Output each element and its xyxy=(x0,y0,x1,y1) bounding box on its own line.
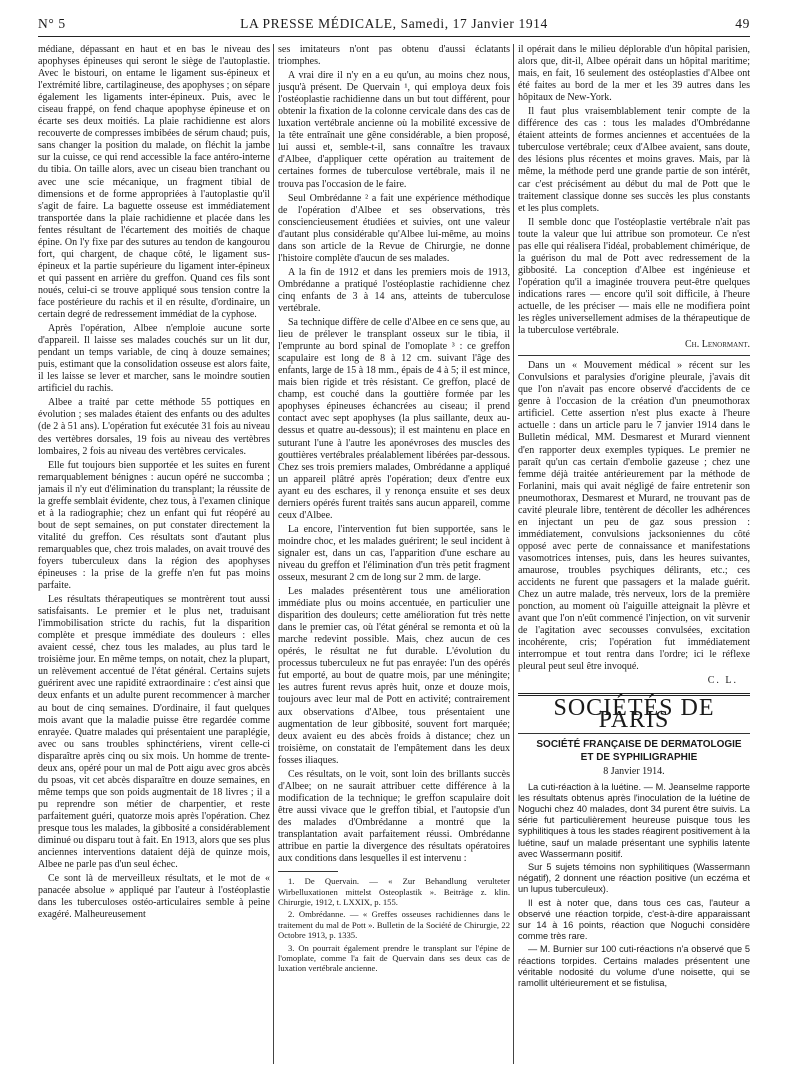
paragraph: Seul Ombrédanne ² a fait une expérience méthodique de l'opération d'Albee et ses observations, très consciencieusement étudiées et suivies, ont une valeur d'autant plus considérable qu'Albee lui-même, au moins dans son article de la Revue de Chirurgie, ne donne l'histoire complète d'aucun de ses malades. xyxy=(278,192,510,264)
column-3 xyxy=(518,44,750,1064)
paragraph: Dans un « Mouvement médical » récent sur les Convulsions et paralysies d'origine pleurale, j'avais dit que l'on n'avait pas encore observé d'accidents de ce genre à l'occasion de la création d'un pneumothorax artificiel. Cette assertion n'est plus exacte à l'heure actuelle : dans un article paru le 7 janvier 1914 dans le Bulletin médical, MM. Desmarest et Murard viennent d'en rapporter deux exemples typiques. Le premier ne paraît qu'un cas certain d'embolie gazeuse ; chez une femme déjà traitée antérieurement par la méthode de Forlanini, mais qui avait négligé de faire entretenir son pneumothorax, Desmarest et Murard, ne trouvant pas de cavité pleurale libre, tentèrent de décoller les adhérences en injectant un peu de gaz sous pression : immédiatement, convulsions jacksoniennes du côté opposé avec perte de connaissance et manifestations vasomotrices intenses, puis, dans les heures suivantes, amaurose, troubles psychiques délirants, etc.; ces accidents ne furent que passagers et la malade guérit. Chez un autre malade, très nerveux, lors de la première ponction, au moment où l'aiguille atteignait la plèvre et avant que l'on n'eût commencé l'injection, on vit survenir de l'agitation avec secousses convulsées, excitation incohérente, cris; l'opération fut immédiatement interrompue et tout rentra dans l'ordre; ici le réflexe pleural peut seul être invoqué. xyxy=(518,360,750,673)
column-2 xyxy=(278,44,510,1064)
paragraph: Les résultats thérapeutiques se montrèrent tout aussi satisfaisants. Le premier et le plus net, traduisant l'immobilisation stricte du rachis, fut la disparition complète et presque immédiate des douleurs : elles avaient cessé, chez tous les malades, au plus tard le troisième jour. En même temps, on notait, chez la plupart, un relèvement accentué de l'état général. Certains sujets guérirent avec une rapidité extraordinaire : c'est ainsi que deux enfants et un adulte purent recommencer à marcher au bout de cinq semaines. D'ordinaire, il faut quelques mois avant que la maladie puisse être regardée comme enrayée. Quatre malades qui présentaient une paraplégie, avec ou sans troubles sphinctériens, virent celle-ci disparaître après cinq ou six mois. Un homme de trente-deux ans, opéré pour un mal de Pott aigu avec gros abcès du psoas, vit cet abcès disparaître en douze semaines, en même temps que son poids augmentait de 18 livres ; il a pu reprendre son métier de charpentier, et reste parfaitement guéri, quatorze mois après l'opération. Chez presque tous les malades, la gibbosité a considérablement diminué ou disparu tout à fait. En 1913, alors que ses plus anciennes interventions dataient déjà de quinze mois, Albee ne parle pas d'un seul échec. xyxy=(38,594,270,871)
journal-title: LA PRESSE MÉDICALE, Samedi, 17 Janvier 1914 xyxy=(240,16,548,31)
column-divider xyxy=(513,44,514,1064)
header-rule xyxy=(38,36,750,37)
paragraph: médiane, dépassant en haut et en bas le niveau des apophyses épineuses qui seront le siège de l'autoplastie. Avec le bistouri, on entame le ligament sus-épineux et l'extrémité libre, cartilagineuse, des apophyses ; on sépare également les ligaments inter-épineux. Puis, avec le ciseau frappé, on fend chaque apophyse épineuse et on écarte ses deux moitiés. La plaie rachidienne est alors recouverte de compresses imbibées de sérum chaud; puis, sans changer la position du malade, on fléchit la jambe sur la cuisse, ce qui rend accessible la face antéro-interne du tibia. On taille alors, avec un ciseau bien tranchant ou avec une scie mécanique, un fragment tibial de dimensions et de forme appropriées à l'autoplastie qu'il s'agit de faire. La baguette osseuse est immédiatement transportée dans la plaie rachidienne et placée dans les fentes résultant de l'écartement des moitiés de chaque épine. On l'y fixe par des sutures au tendon de kangourou fort, qui chargent, de chaque côté, le ligament sus-épineux et la partie supérieure du ligament inter-épineux et qui passent en arrière du greffon. Quand ces fils sont noués, celui-ci se trouve appliqué sous tension contre la face postérieure du rachis et il en résulte, d'ordinaire, un certain degré de redressement immédiat de la cyphose. xyxy=(38,44,270,321)
session-date: 8 Janvier 1914. xyxy=(603,765,665,777)
footnote: 1. De Quervain. — « Zur Behandlung verulteter Wirbelluxationen mittelst Osteoplastik ». Beiträge z. klin. Chirurgie, 1912, t. LXXIX, p. 155. xyxy=(278,876,510,907)
paragraph: Il faut plus vraisemblablement tenir compte de la différence des cas : tous les malades d'Ombrédanne étaient atteints de formes anciennes et accentuées de la tuberculose vertébrale; ceux d'Albee avaient, sans doute, des lésions plus récentes et moins graves. Mais, par là même, la méthode perd une grande partie de son intérêt, car c'est précisément au début du mal de Pott que le traitement classique donne ses succès les plus constants et les plus complets. xyxy=(518,106,750,214)
issue-number: N° 5 xyxy=(38,16,66,31)
society-name: SOCIÉTÉ FRANÇAISE DE DERMATOLOGIE xyxy=(536,738,742,750)
paragraph: il opérait dans le milieu déplorable d'un hôpital parisien, alors que, dit-il, Albee opérait dans un hôpital maritime; mais, en fait, 16 seulement des ostéoplasties d'Albee ont été faites au bord de la mer et les 39 autres dans les hôpitaux de New-York. xyxy=(518,44,750,104)
footnote: 3. On pourrait également prendre le transplant sur l'épine de l'omoplate, comme l'a fait de Quervain dans ses deux cas de luxation vertébrale ancienne. xyxy=(278,942,510,974)
page-number: 49 xyxy=(735,16,750,31)
paragraph: A la fin de 1912 et dans les premiers mois de 1913, Ombrédanne a pratiqué l'ostéoplastie rachidienne chez cinq enfants de 3 à 14 ans, atteints de tuberculose vertébrale. xyxy=(278,266,510,314)
paragraph: La encore, l'intervention fut bien supportée, sans le moindre choc, et les malades guérirent; le seul incident à signaler est, dans un cas, l'apparition d'une eschare au niveau du greffon et l'élimination d'un très petit fragment osseux, mesurant 2 cm de long sur 2 mm. de large. xyxy=(278,523,510,584)
paragraph: La cuti-réaction à la luétine. — M. Jeanselme rapporte les résultats obtenus après l'inoculation de la luétine de Noguchi chez 40 malades, dont 34 purent être suivis. La série fut particulièrement heureuse puisque tous les syphilitiques à tous les stades réagirent positivement à la luétine, sauf un malade présentant une syphilis latente avec Wassermann positif. xyxy=(518,781,750,859)
paragraph: Albee a traité par cette méthode 55 pottiques en évolution ; ses malades étaient des enfants ou des adultes (de 2 à 51 ans). L'opération fut exécutée 31 fois au niveau des vertèbres dorsales, 19 fois au niveau des vertèbres lombaires, 2 fois au niveau des vertèbres cervicales. xyxy=(38,397,270,457)
paragraph: Ces résultats, on le voit, sont loin des brillants succès d'Albee; on ne saurait attribuer cette différence à la modification de la technique; le greffon scapulaire doit être aussi vivace que le greffon tibial, et l'autopsie d'un des malades d'Ombrédanne a montré que la transplantation avait parfaitement réussi. Ombrédanne attribue en partie la divergence des résultats opératoires aux conditions dans lesquelles il est intervenu : xyxy=(278,768,510,865)
footnote: 2. Ombrédanne. — « Greffes osseuses rachidiennes dans le traitement du mal de Pott ». Bulletin de la Société de Chirurgie, 22 Octobre 1913, p. 1335. xyxy=(278,909,510,941)
column-divider xyxy=(273,44,274,1064)
page-header xyxy=(38,14,750,36)
society-name-line2: ET DE SYPHILIGRAPHIE xyxy=(580,751,698,763)
author-initials: C. L. xyxy=(707,675,738,687)
paragraph: Après l'opération, Albee n'emploie aucune sorte d'appareil. Il laisse ses malades couchés sur un lit dur, pendant un temps variable, de cinq à douze semaines; puis, estimant que la consolidation osseuse est alors faite, il les laisse se lever et marcher, sans le moindre soutien artificiel du rachis. xyxy=(38,323,270,395)
paragraph: Sur 5 sujets témoins non syphilitiques (Wassermann négatif), 2 donnent une réaction positive (un eczéma et un lupus tuberculeux). xyxy=(518,862,750,895)
section-title: SOCIÉTÉS DE PARIS xyxy=(553,695,715,734)
section-rule xyxy=(518,355,750,356)
paragraph: Il semble donc que l'ostéoplastie vertébrale n'ait pas toute la valeur que lui attribue son promoteur. Ce n'est pas elle qui réalisera l'idéal, probablement chimérique, de la guérison du mal de Pott avec redressement de la gibbosité. La conception d'Albee est ingénieuse et l'opération qu'il a imaginée trouvera peut-être quelques indications rares — encore qu'il soit difficile, à l'heure actuelle, de les préciser — mais elle ne modifiera point les règles universellement admises de la thérapeutique de la tuberculose vertébrale. xyxy=(518,216,750,337)
author-signature: Ch. Lenormant. xyxy=(685,339,750,351)
paragraph: Elle fut toujours bien supportée et les suites en furent remarquablement bénignes : aucun opéré ne succomba ; jamais il n'y eut d'élimination du transplant; la réussite de la greffe semblait évidente, chez tous, à l'examen clinique et à la radiographie; chez un enfant qui fut réopéré au bout de sept semaines, on put constater directement la vitalité du greffon. Ces résultats sont d'autant plus remarquables que, chez trois malades, on avait trouvé des foyers tuberculeux dans la région des apophyses épineuses : la prise de la greffe n'en fut pas moins parfaite. xyxy=(38,459,270,592)
paragraph: Les malades présentèrent tous une amélioration immédiate plus ou moins accentuée, en particulier une disparition des douleurs; cette amélioration fut très nette dans le premier cas, où l'état général se remonta et où la marche redevint possible. Mais, chez aucun de ces opérés, le résultat ne fut durable. L'évolution du processus tuberculeux ne fut pas enrayée: l'un des opérés fut emporté, au bout de quatre mois, par une méningite; les autres furent revus après huit, onze et douze mois, toujours avec leur mal de Pott en activité; contrairement aux observations d'Albee, tous présentaient une augmentation de leur gibbosité, souvent fort marquée; deux avaient eu des abcès froids à distance; chez un troisième, on constatait de l'empâtement dans les deux fosses iliaques. xyxy=(278,586,510,766)
paragraph: — M. Burnier sur 100 cuti-réactions n'a observé que 5 réactions torpides. Certains malades présentent une véritable nodosité du volume d'une noisette, qui se ramollit ultérieurement et se fistulisa, xyxy=(518,944,750,989)
paragraph: Il est à noter que, dans tous ces cas, l'auteur a observé une réaction torpide, c'est-à-dire apparaissant sur 14 à 16 points, réaction que Noguchi considère comme très rare. xyxy=(518,897,750,942)
paragraph: A vrai dire il n'y en a eu qu'un, au moins chez nous, jusqu'à présent. De Quervain ¹, qui employa deux fois l'ostéoplastie rachidienne dans un but tout différent, pour obtenir la fixation de la colonne cervicale dans des cas de luxation vertébrale ancienne où la mobilité excessive de la tête entraînait une gêne considérable, a bien proposé, lui aussi et, semble-t-il, sans connaître les travaux d'Albee, d'appliquer cette opération au traitement de certaines formes de tuberculose vertébrale, mais il ne trouva pas l'occasion de le faire. xyxy=(278,70,510,190)
paragraph: Ce sont là de merveilleux résultats, et le mot de « panacée absolue » appliqué par l'auteur à l'ostéoplastie dans les tuberculoses ostéo-articulaires semble à peine exagéré. Malheureusement xyxy=(38,873,270,921)
footnote-separator xyxy=(278,871,338,872)
column-1 xyxy=(38,44,270,1064)
paragraph: Sa technique diffère de celle d'Albee en ce sens que, au lieu de prélever le transplant osseux sur le tibia, il l'emprunte au bord spinal de l'omoplate ³ : ce greffon scapulaire est long de 8 à 12 cm. suivant l'âge des enfants, large de 15 à 18 mm., épais de 4 à 5; il est mince, mais bien rigide et très résistant. Ce greffon, placé de champ, est couché dans la gouttière formée par les apophyses épineuses échancrées au ciseau; il prend contact avec sept apophyses (la plus saillante, deux au-dessus et quatre au-dessous); il est maintenu en place en suturant l'une à l'autre les aponévroses des muscles des gouttières vertébrales préalablement libérées par-dessous. Chez ses trois premiers malades, Ombrédanne a appliqué un appareil plâtré après l'opération; deux d'entre eux ayant eu des eschares, il y renonça ensuite et ses deux derniers opérés furent traités sans aucun appareil, comme ceux d'Albee. xyxy=(278,317,510,521)
paragraph: ses imitateurs n'ont pas obtenu d'aussi éclatants triomphes. xyxy=(278,44,510,68)
